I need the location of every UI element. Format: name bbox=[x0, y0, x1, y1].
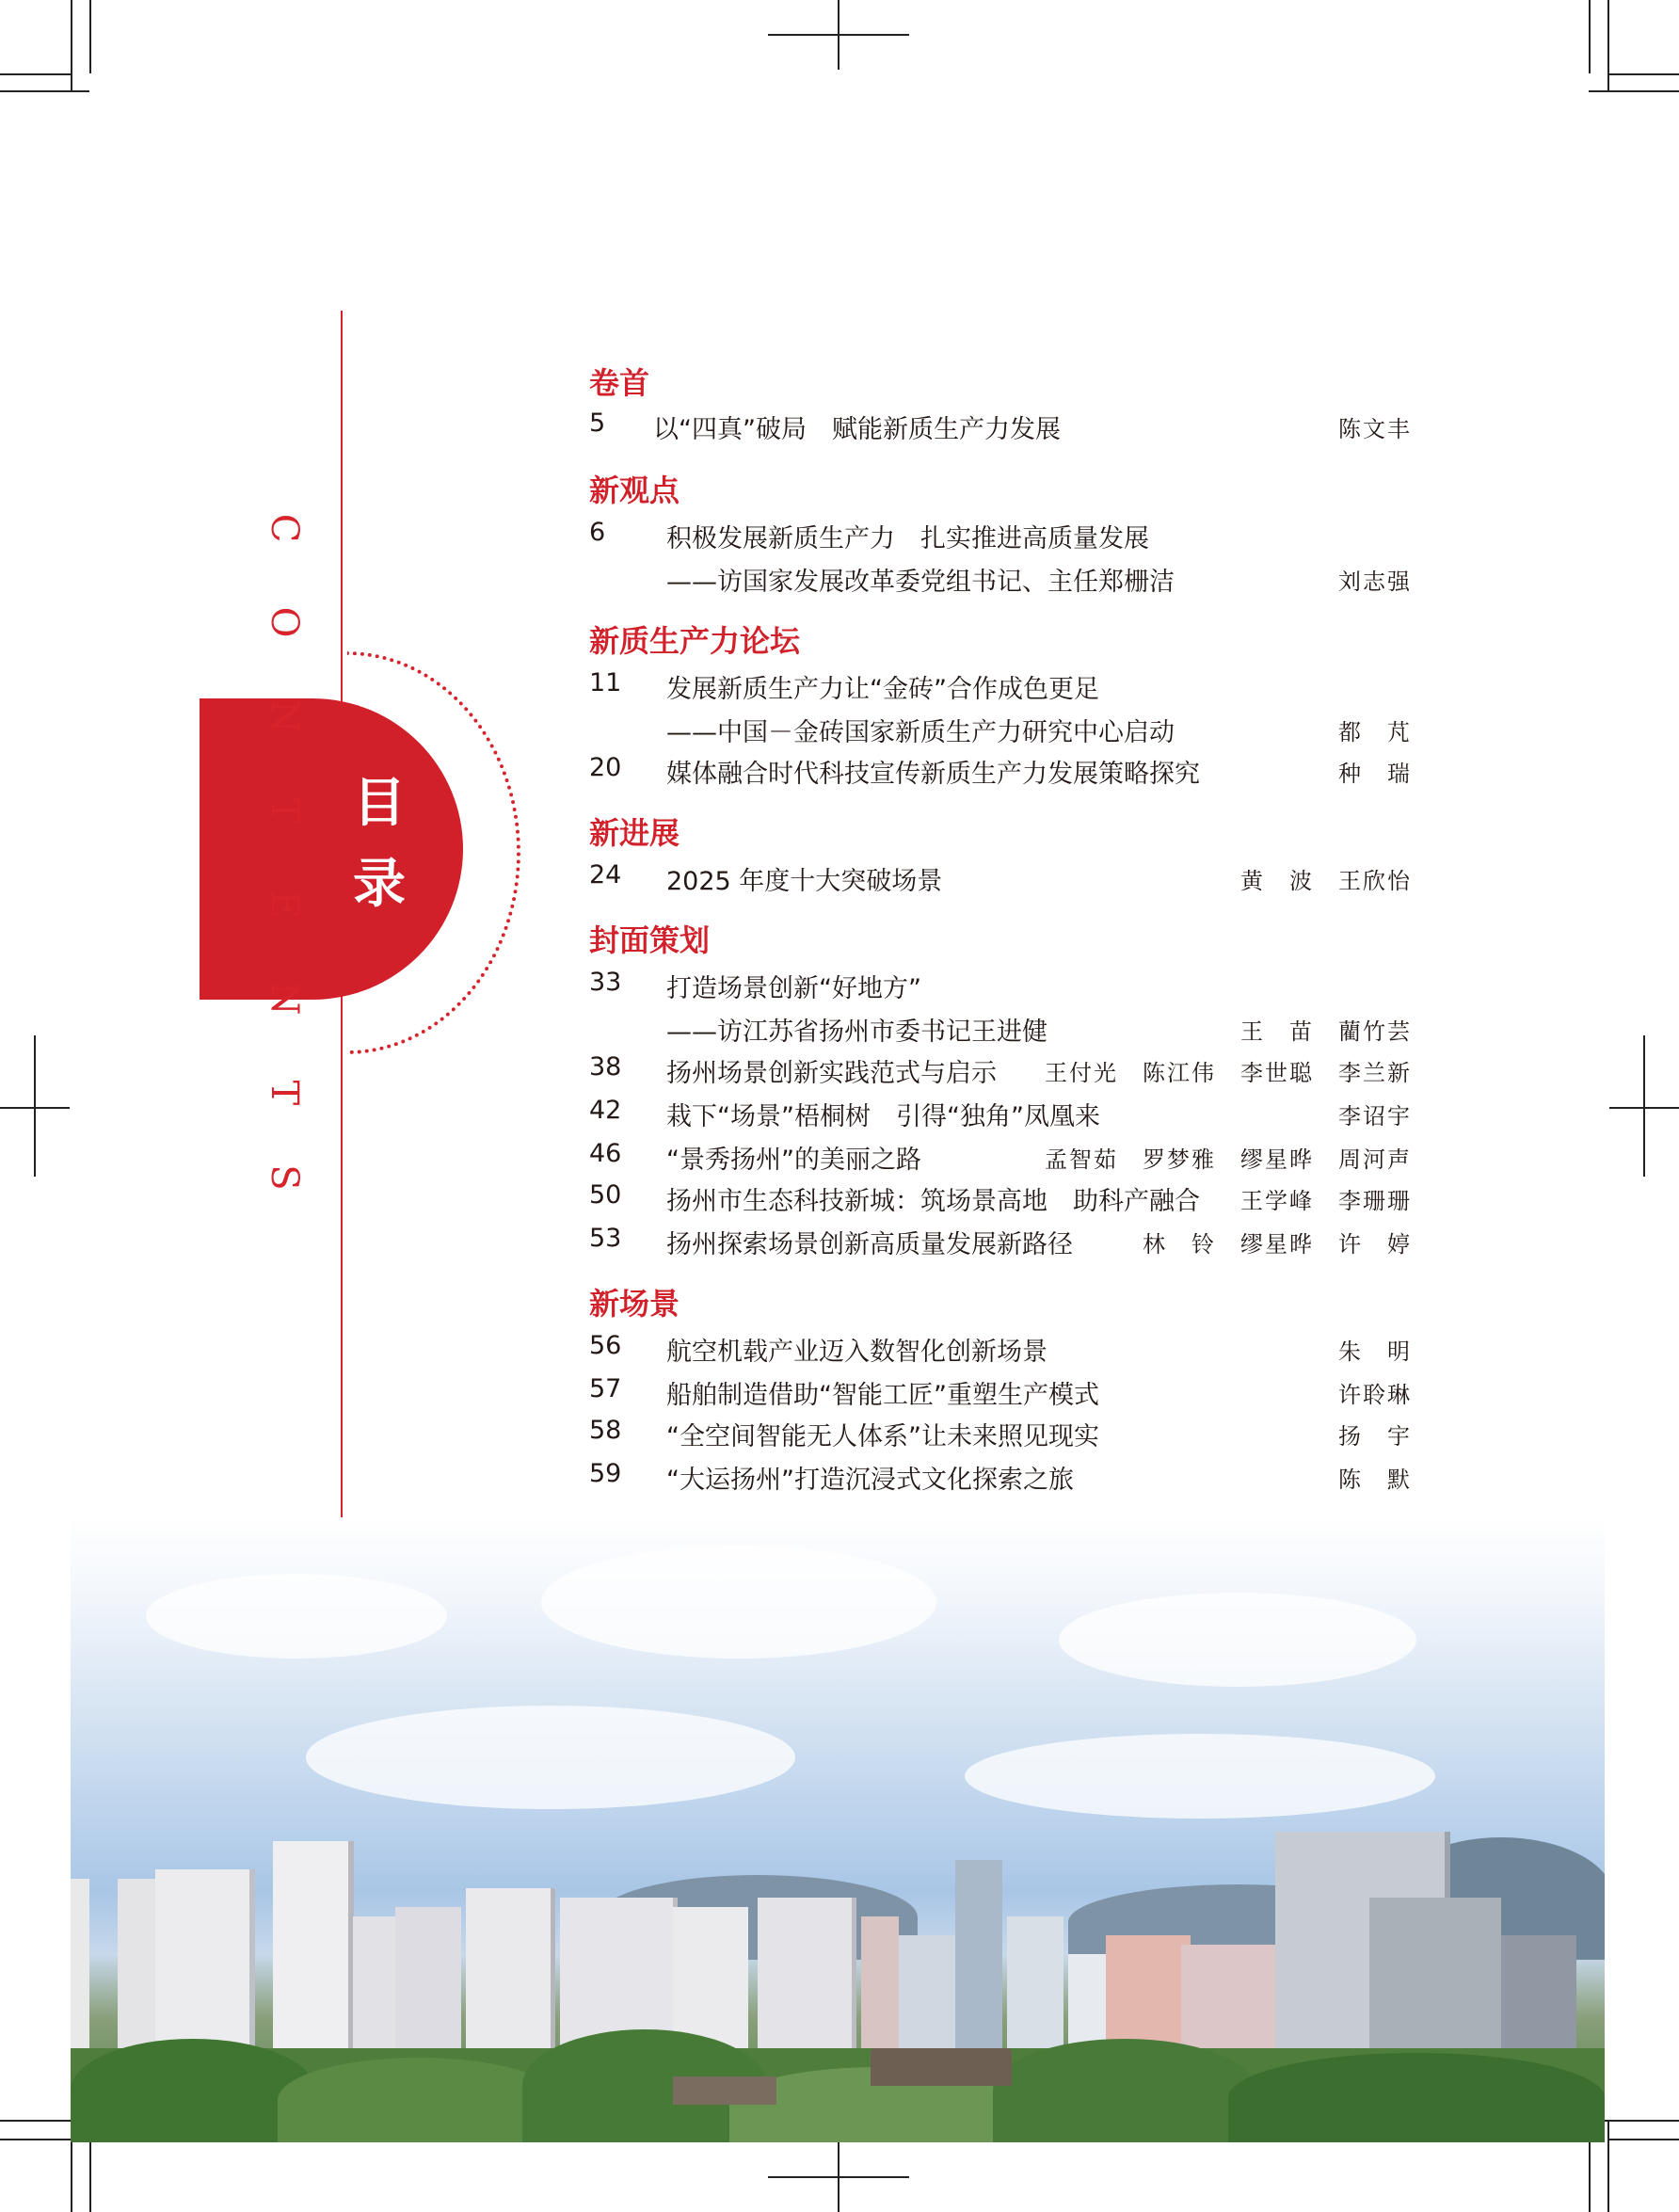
toc-entry-title[interactable]: 扬州市生态科技新城：筑场景高地 助科产融合 bbox=[666, 1187, 1200, 1216]
toc-author: 陈 默 bbox=[1338, 1467, 1412, 1493]
contents-letter: S bbox=[263, 1164, 306, 1191]
toc-author: 都 芃 bbox=[1338, 719, 1412, 745]
toc-author: 陈文丰 bbox=[1338, 416, 1412, 442]
city-skyline-photo bbox=[71, 1517, 1605, 2142]
toc-page-number: 24 bbox=[589, 860, 622, 890]
section-title-new-scenes: 新场景 bbox=[589, 1286, 680, 1322]
toc-author: 朱 明 bbox=[1338, 1338, 1412, 1365]
section-title-cover-feature: 封面策划 bbox=[589, 922, 711, 958]
contents-letter: T bbox=[263, 797, 306, 824]
toc-author: 王学峰 李珊珊 bbox=[1240, 1188, 1412, 1214]
contents-letter: T bbox=[263, 1080, 306, 1106]
toc-entry-title[interactable]: “景秀扬州”的美丽之路 bbox=[666, 1146, 921, 1175]
toc-entry-title[interactable]: 发展新质生产力让“金砖”合作成色更足 bbox=[666, 675, 1099, 704]
toc-author: 李诏宇 bbox=[1338, 1103, 1412, 1130]
section-title-progress: 新进展 bbox=[589, 815, 680, 851]
toc-page-number: 20 bbox=[589, 753, 622, 782]
section-title-forum: 新质生产力论坛 bbox=[589, 623, 801, 659]
toc-entry-subtitle: ——中国－金砖国家新质生产力研究中心启动 bbox=[666, 718, 1175, 747]
toc-author: 种 瑞 bbox=[1338, 761, 1412, 787]
toc-page-number: 46 bbox=[589, 1139, 622, 1168]
toc-entry-title[interactable]: 2025 年度十大突破场景 bbox=[666, 867, 943, 896]
toc-entry-title[interactable]: 栽下“场景”梧桐树 引得“独角”凤凰来 bbox=[666, 1102, 1100, 1131]
contents-letter: N bbox=[263, 699, 306, 733]
toc-author: 扬 宇 bbox=[1338, 1423, 1412, 1450]
toc-entry-title[interactable]: 船舶制造借助“智能工匠”重塑生产模式 bbox=[666, 1381, 1099, 1410]
toc-author: 黄 波 王欣怡 bbox=[1240, 868, 1412, 894]
section-title-juanshou: 卷首 bbox=[589, 365, 650, 401]
contents-letter: O bbox=[263, 606, 306, 638]
toc-page-number: 11 bbox=[589, 668, 622, 697]
toc-author: 王 苗 藺竹芸 bbox=[1240, 1018, 1412, 1045]
contents-letter: C bbox=[263, 513, 306, 543]
toc-entry-title[interactable]: 扬州场景创新实践范式与启示 bbox=[666, 1059, 997, 1088]
toc-entry-subtitle: ——访江苏省扬州市委书记王进健 bbox=[666, 1018, 1047, 1047]
toc-page-number: 53 bbox=[589, 1224, 622, 1253]
toc-page-number: 56 bbox=[589, 1331, 622, 1360]
toc-entry-title[interactable]: 积极发展新质生产力 扎实推进高质量发展 bbox=[666, 524, 1149, 553]
toc-author: 王付光 陈江伟 李世聪 李兰新 bbox=[1045, 1060, 1412, 1086]
toc-page-number: 58 bbox=[589, 1416, 622, 1445]
toc-author: 刘志强 bbox=[1338, 569, 1412, 595]
toc-author: 孟智茹 罗梦雅 缪星晔 周河声 bbox=[1045, 1146, 1412, 1173]
toc-entry-subtitle: ——访国家发展改革委党组书记、主任郑栅洁 bbox=[666, 568, 1175, 597]
toc-page-number: 50 bbox=[589, 1180, 622, 1210]
toc-entry-title[interactable]: 以“四真”破局 赋能新质生产力发展 bbox=[653, 415, 1061, 444]
mulu-char-1: 目 bbox=[353, 773, 406, 834]
contents-letter: N bbox=[263, 982, 306, 1016]
toc-entry-title[interactable]: “大运扬州”打造沉浸式文化探索之旅 bbox=[666, 1466, 1074, 1495]
toc-page-number: 59 bbox=[589, 1459, 622, 1488]
toc-page-number: 42 bbox=[589, 1096, 622, 1125]
contents-letter: E bbox=[263, 890, 306, 919]
toc-author: 许聆琳 bbox=[1338, 1382, 1412, 1408]
toc-author: 林 铃 缪星晔 许 婷 bbox=[1143, 1231, 1412, 1258]
mulu-char-2: 录 bbox=[353, 854, 406, 915]
toc-entry-title[interactable]: “全空间智能无人体系”让未来照见现实 bbox=[666, 1422, 1099, 1451]
toc-entry-title[interactable]: 打造场景创新“好地方” bbox=[666, 974, 921, 1003]
toc-page-number: 5 bbox=[589, 409, 606, 438]
toc-page-number: 57 bbox=[589, 1374, 622, 1403]
section-title-xinguandian: 新观点 bbox=[589, 473, 680, 508]
toc-page-number: 33 bbox=[589, 968, 622, 997]
toc-entry-title[interactable]: 航空机载产业迈入数智化创新场景 bbox=[666, 1338, 1047, 1367]
toc-entry-title[interactable]: 扬州探索场景创新高质量发展新路径 bbox=[666, 1230, 1073, 1259]
toc-page-number: 6 bbox=[589, 518, 606, 547]
toc-page-number: 38 bbox=[589, 1052, 622, 1082]
toc-entry-title[interactable]: 媒体融合时代科技宣传新质生产力发展策略探究 bbox=[666, 760, 1200, 789]
